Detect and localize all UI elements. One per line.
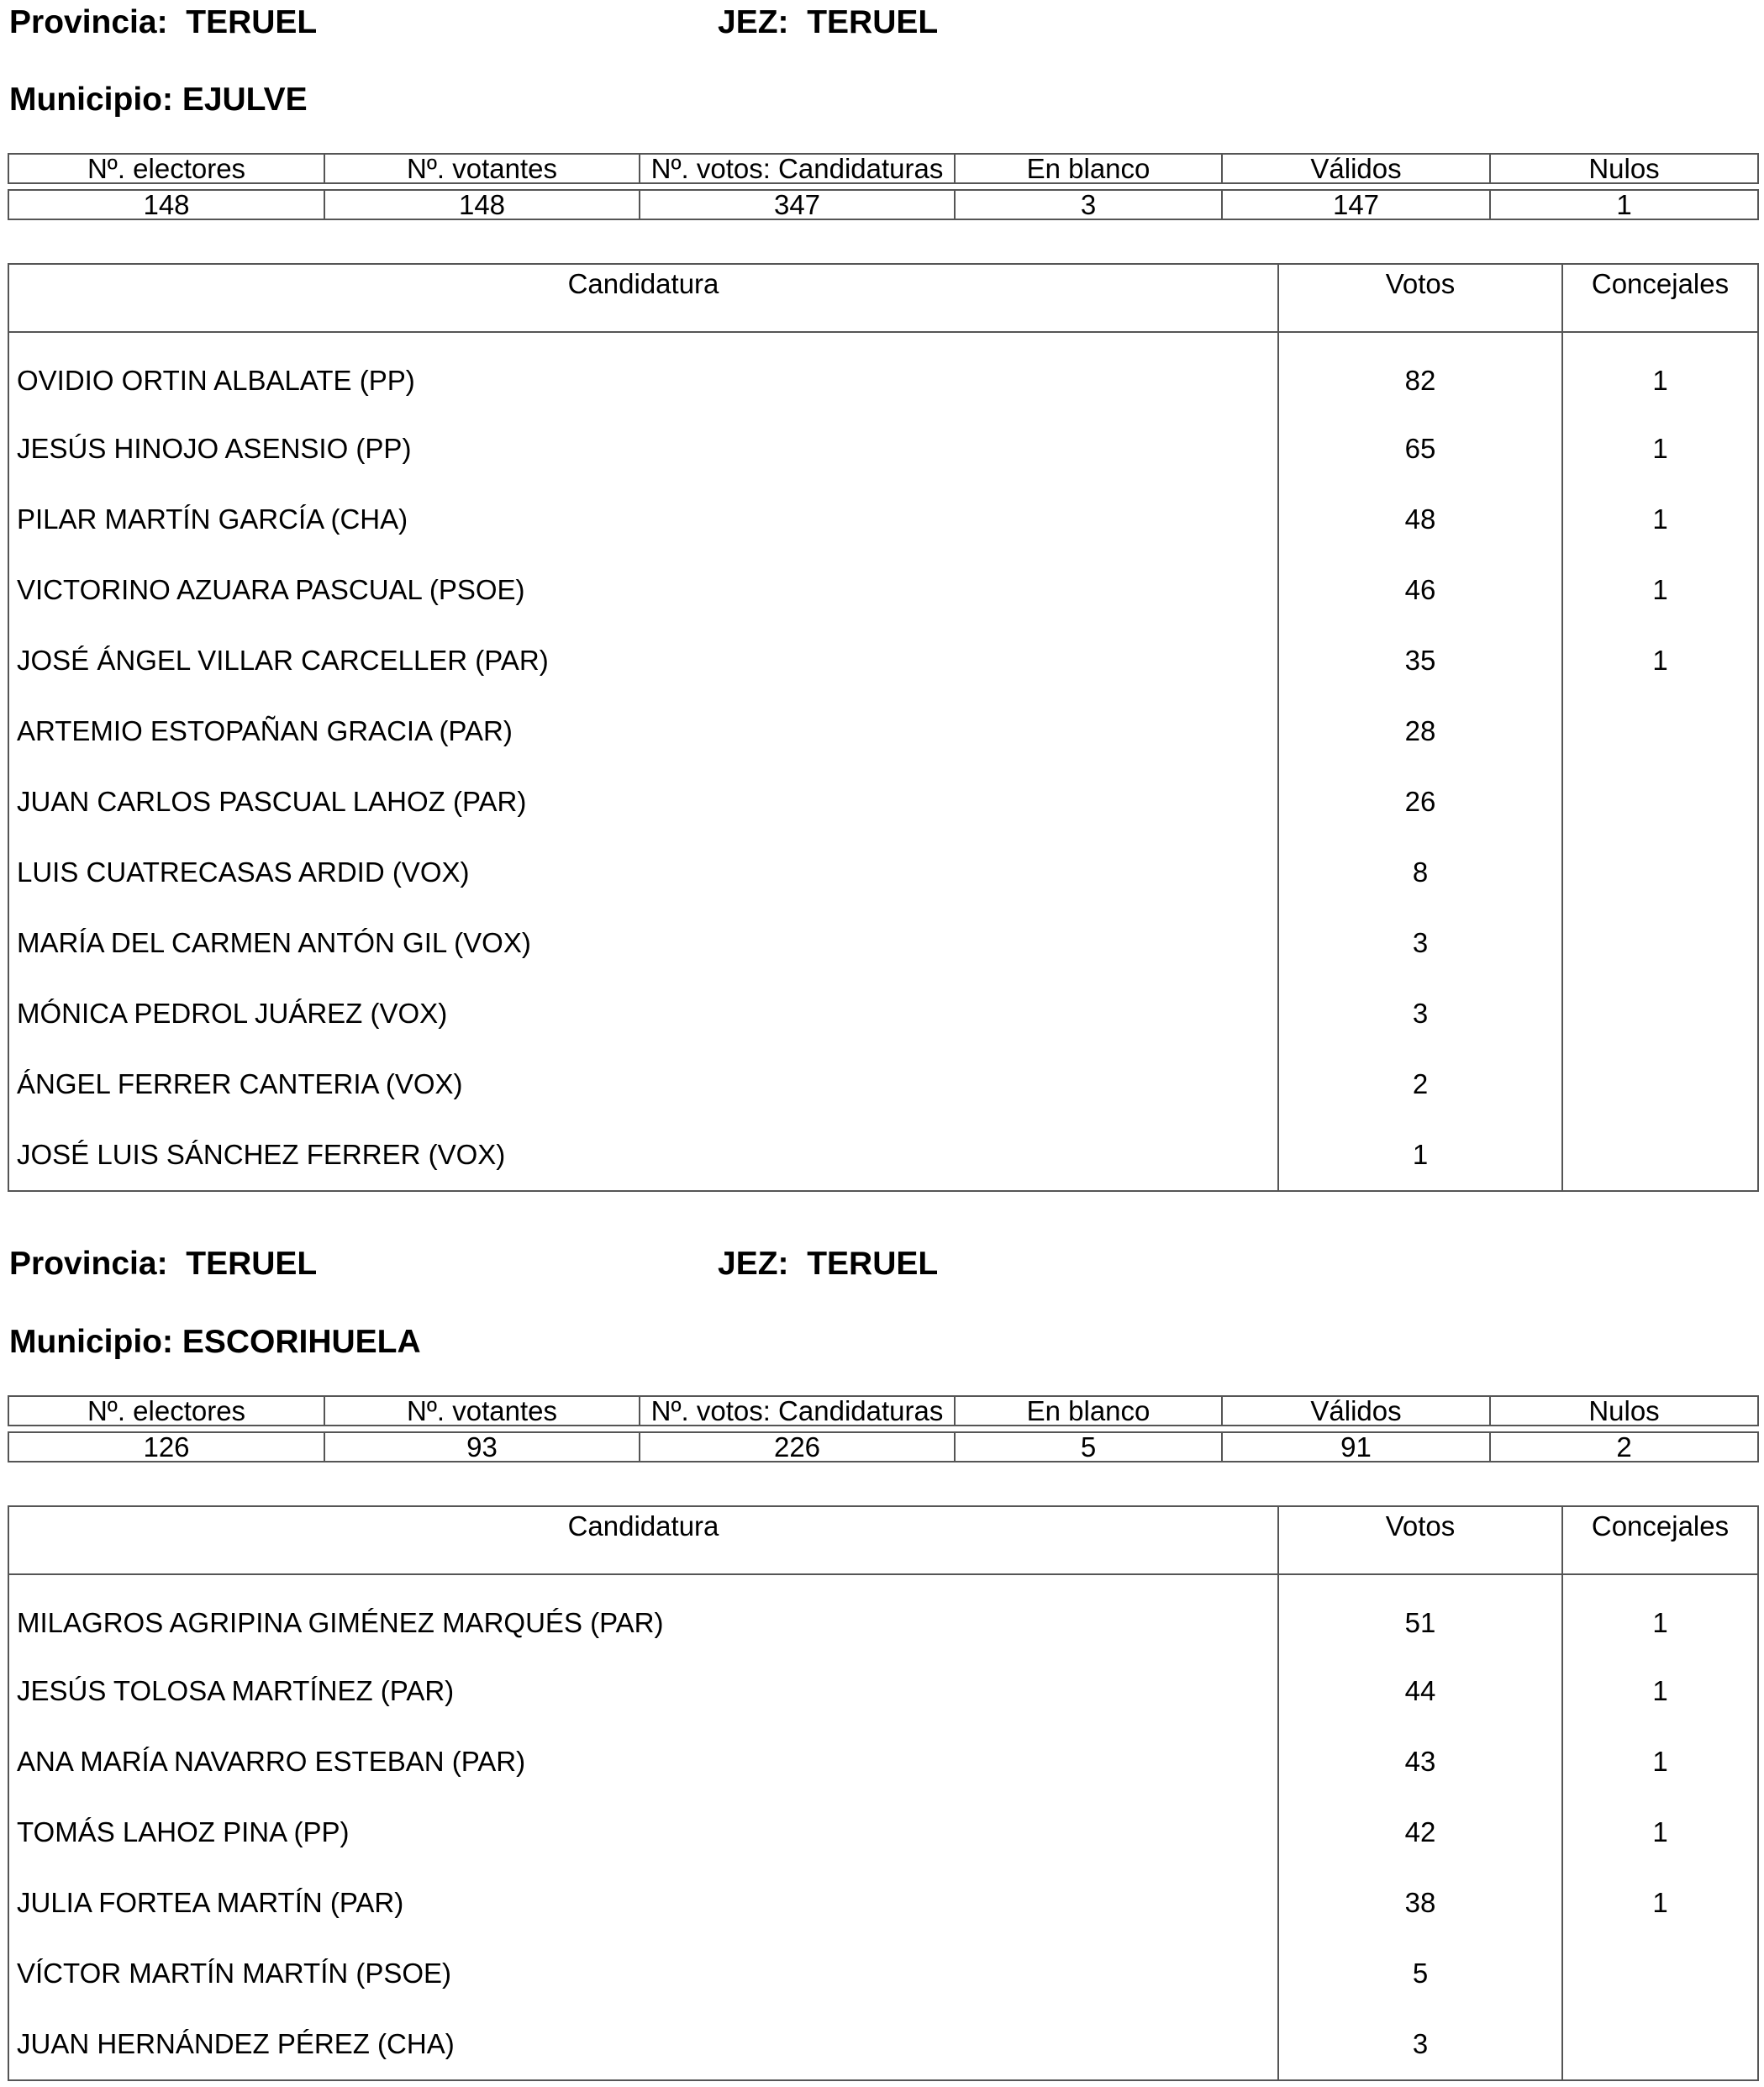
candidate-concejales bbox=[1562, 1049, 1758, 1120]
candidate-votos: 1 bbox=[1278, 1120, 1562, 1191]
candidate-concejales: 1 bbox=[1562, 1656, 1758, 1726]
table-row bbox=[8, 908, 1758, 978]
candidate-concejales: 1 bbox=[1562, 555, 1758, 625]
candidate-votos: 26 bbox=[1278, 767, 1562, 837]
summary-header: En blanco bbox=[955, 154, 1222, 183]
summary-value: 347 bbox=[640, 190, 955, 219]
candidate-name: JULIA FORTEA MARTÍN (PAR) bbox=[17, 1887, 404, 1918]
candidate-name: TOMÁS LAHOZ PINA (PP) bbox=[17, 1816, 350, 1847]
candidate-concejales bbox=[1562, 978, 1758, 1049]
candidate-name: VICTORINO AZUARA PASCUAL (PSOE) bbox=[17, 574, 525, 605]
col-header-candidatura: Candidatura bbox=[8, 1506, 1278, 1574]
candidate-concejales: 1 bbox=[1562, 484, 1758, 555]
candidate-votos: 2 bbox=[1278, 1049, 1562, 1120]
candidate-name: JESÚS HINOJO ASENSIO (PP) bbox=[17, 433, 412, 464]
summary-header: Nº. votos: Candidaturas bbox=[640, 1396, 955, 1426]
col-header-concejales: Concejales bbox=[1562, 264, 1758, 332]
summary-value: 3 bbox=[955, 190, 1222, 219]
table-row bbox=[8, 767, 1758, 837]
candidate-concejales: 1 bbox=[1562, 1574, 1758, 1656]
candidate-votos: 42 bbox=[1278, 1797, 1562, 1868]
jez-label: JEZ: bbox=[718, 4, 789, 40]
summary-value: 93 bbox=[324, 1432, 640, 1462]
candidate-name: JOSÉ ÁNGEL VILLAR CARCELLER (PAR) bbox=[17, 645, 549, 676]
candidate-votos: 65 bbox=[1278, 414, 1562, 484]
candidate-concejales bbox=[1562, 2009, 1758, 2080]
table-row bbox=[8, 1120, 1758, 1191]
candidate-concejales: 1 bbox=[1562, 1868, 1758, 1938]
summary-table bbox=[8, 153, 1759, 220]
table-row bbox=[8, 1656, 1758, 1726]
candidate-votos: 3 bbox=[1278, 908, 1562, 978]
table-row bbox=[8, 484, 1758, 555]
table-row bbox=[8, 555, 1758, 625]
summary-header: Nº. votos: Candidaturas bbox=[640, 154, 955, 183]
candidate-concejales bbox=[1562, 1120, 1758, 1191]
candidate-concejales: 1 bbox=[1562, 1797, 1758, 1868]
municipio-value: EJULVE bbox=[182, 82, 308, 118]
candidate-concejales bbox=[1562, 696, 1758, 767]
provincia-label: Provincia: bbox=[9, 1246, 168, 1282]
candidate-concejales: 1 bbox=[1562, 332, 1758, 414]
candidate-concejales bbox=[1562, 908, 1758, 978]
candidate-votos: 5 bbox=[1278, 1938, 1562, 2009]
summary-value: 226 bbox=[640, 1432, 955, 1462]
candidates-table bbox=[8, 1505, 1759, 2081]
summary-value: 148 bbox=[8, 190, 324, 219]
candidate-votos: 28 bbox=[1278, 696, 1562, 767]
candidate-votos: 35 bbox=[1278, 625, 1562, 696]
candidate-concejales: 1 bbox=[1562, 414, 1758, 484]
table-row bbox=[8, 1726, 1758, 1797]
col-header-candidatura: Candidatura bbox=[8, 264, 1278, 332]
summary-header: Nulos bbox=[1490, 154, 1758, 183]
table-row bbox=[8, 837, 1758, 908]
jez-heading bbox=[718, 1247, 938, 1280]
table-row bbox=[8, 1049, 1758, 1120]
candidate-votos: 3 bbox=[1278, 2009, 1562, 2080]
table-row bbox=[8, 332, 1758, 414]
candidate-name: JOSÉ LUIS SÁNCHEZ FERRER (VOX) bbox=[17, 1139, 506, 1170]
provincia-label: Provincia: bbox=[9, 4, 168, 40]
summary-header: En blanco bbox=[955, 1396, 1222, 1426]
candidate-name: JUAN HERNÁNDEZ PÉREZ (CHA) bbox=[17, 2028, 455, 2059]
summary-header: Nº. votantes bbox=[324, 154, 640, 183]
candidate-name: MÓNICA PEDROL JUÁREZ (VOX) bbox=[17, 998, 448, 1029]
table-row bbox=[8, 414, 1758, 484]
table-row bbox=[8, 2009, 1758, 2080]
candidate-name: JESÚS TOLOSA MARTÍNEZ (PAR) bbox=[17, 1675, 455, 1706]
table-row bbox=[8, 1797, 1758, 1868]
candidate-concejales: 1 bbox=[1562, 1726, 1758, 1797]
table-row bbox=[8, 696, 1758, 767]
candidate-name: ARTEMIO ESTOPAÑAN GRACIA (PAR) bbox=[17, 715, 513, 746]
col-header-concejales: Concejales bbox=[1562, 1506, 1758, 1574]
candidate-votos: 8 bbox=[1278, 837, 1562, 908]
candidate-votos: 3 bbox=[1278, 978, 1562, 1049]
col-header-votos: Votos bbox=[1278, 264, 1562, 332]
provincia-heading bbox=[9, 6, 317, 39]
summary-value: 91 bbox=[1222, 1432, 1490, 1462]
municipio-value: ESCORIHUELA bbox=[182, 1324, 421, 1360]
col-header-votos: Votos bbox=[1278, 1506, 1562, 1574]
summary-table bbox=[8, 1395, 1759, 1462]
summary-value: 2 bbox=[1490, 1432, 1758, 1462]
candidate-name: MARÍA DEL CARMEN ANTÓN GIL (VOX) bbox=[17, 927, 531, 958]
provincia-value: TERUEL bbox=[186, 4, 318, 40]
candidate-concejales bbox=[1562, 767, 1758, 837]
jez-value: TERUEL bbox=[807, 4, 939, 40]
summary-header: Nº. electores bbox=[8, 154, 324, 183]
candidate-votos: 44 bbox=[1278, 1656, 1562, 1726]
candidates-table bbox=[8, 263, 1759, 1192]
jez-heading bbox=[718, 6, 938, 39]
municipio-label: Municipio: bbox=[9, 1324, 173, 1360]
candidate-votos: 38 bbox=[1278, 1868, 1562, 1938]
jez-value: TERUEL bbox=[807, 1246, 939, 1282]
table-row bbox=[8, 978, 1758, 1049]
municipio-label: Municipio: bbox=[9, 82, 173, 118]
candidate-name: OVIDIO ORTIN ALBALATE (PP) bbox=[17, 365, 415, 396]
municipio-heading bbox=[9, 1325, 421, 1358]
candidate-votos: 43 bbox=[1278, 1726, 1562, 1797]
summary-value: 148 bbox=[324, 190, 640, 219]
provincia-heading bbox=[9, 1247, 317, 1280]
summary-value: 1 bbox=[1490, 190, 1758, 219]
candidate-name: ANA MARÍA NAVARRO ESTEBAN (PAR) bbox=[17, 1746, 526, 1777]
summary-header: Nº. electores bbox=[8, 1396, 324, 1426]
table-row bbox=[8, 625, 1758, 696]
provincia-value: TERUEL bbox=[186, 1246, 318, 1282]
summary-header: Válidos bbox=[1222, 154, 1490, 183]
table-row bbox=[8, 1938, 1758, 2009]
summary-header: Nulos bbox=[1490, 1396, 1758, 1426]
candidate-concejales: 1 bbox=[1562, 625, 1758, 696]
jez-label: JEZ: bbox=[718, 1246, 789, 1282]
table-row bbox=[8, 1868, 1758, 1938]
summary-header: Válidos bbox=[1222, 1396, 1490, 1426]
summary-value: 147 bbox=[1222, 190, 1490, 219]
summary-header: Nº. votantes bbox=[324, 1396, 640, 1426]
candidate-concejales bbox=[1562, 1938, 1758, 2009]
candidate-name: PILAR MARTÍN GARCÍA (CHA) bbox=[17, 503, 408, 535]
table-row bbox=[8, 1574, 1758, 1656]
candidate-votos: 82 bbox=[1278, 332, 1562, 414]
candidate-name: MILAGROS AGRIPINA GIMÉNEZ MARQUÉS (PAR) bbox=[17, 1607, 664, 1638]
summary-value: 126 bbox=[8, 1432, 324, 1462]
candidate-votos: 51 bbox=[1278, 1574, 1562, 1656]
summary-value: 5 bbox=[955, 1432, 1222, 1462]
candidate-concejales bbox=[1562, 837, 1758, 908]
candidate-votos: 46 bbox=[1278, 555, 1562, 625]
candidate-name: LUIS CUATRECASAS ARDID (VOX) bbox=[17, 856, 470, 888]
municipio-heading bbox=[9, 83, 308, 116]
candidate-name: VÍCTOR MARTÍN MARTÍN (PSOE) bbox=[17, 1958, 452, 1989]
candidate-name: ÁNGEL FERRER CANTERIA (VOX) bbox=[17, 1068, 463, 1099]
candidate-votos: 48 bbox=[1278, 484, 1562, 555]
candidate-name: JUAN CARLOS PASCUAL LAHOZ (PAR) bbox=[17, 786, 527, 817]
